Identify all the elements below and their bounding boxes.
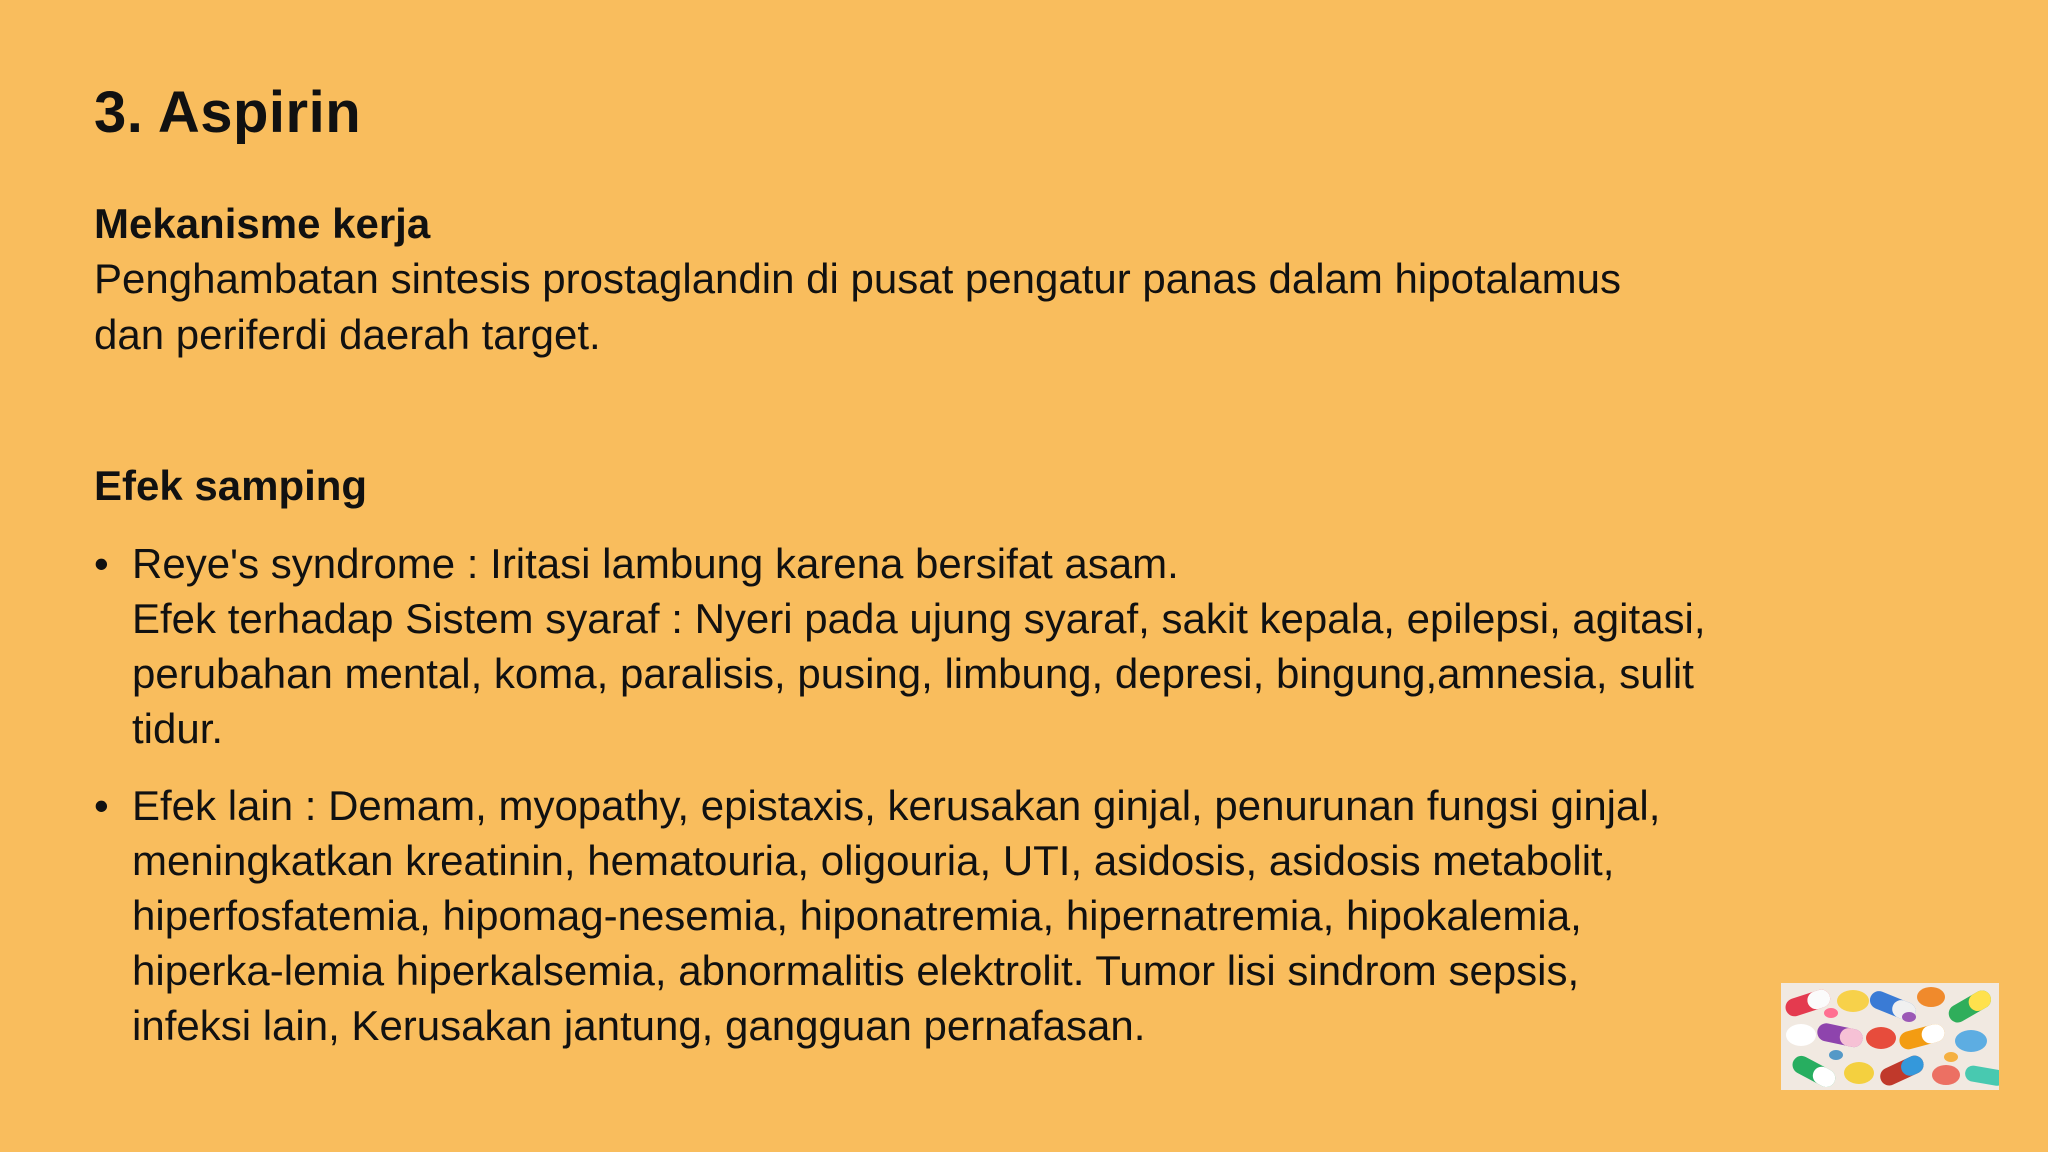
bullet-item <box>94 778 1904 1053</box>
mekanisme-line: Penghambatan sintesis prostaglandin di pusat pengatur panas dalam hipotalamus <box>94 255 1622 302</box>
bullet-line: hiperka-lemia hiperkalsemia, abnormalitis elektrolit. Tumor lisi sindrom sepsis, <box>132 947 1580 994</box>
efek-heading: Efek samping <box>94 462 368 509</box>
slide-title: 3. Aspirin <box>94 80 362 145</box>
bullet-icon: • <box>94 782 109 829</box>
bullet-line: tidur. <box>132 705 224 752</box>
pills-icon <box>1781 983 1999 1090</box>
bullet-line: infeksi lain, Kerusakan jantung, gangguan pernafasan. <box>132 1002 1146 1049</box>
bullet-line: hiperfosfatemia, hipomag-nesemia, hiponatremia, hipernatremia, hipokalemia, <box>132 892 1582 939</box>
mekanisme-heading: Mekanisme kerja <box>94 200 431 247</box>
bullet-item <box>94 536 1904 756</box>
efek-bullet-list <box>94 536 1904 1075</box>
bullet-line: perubahan mental, koma, paralisis, pusing, limbung, depresi, bingung,amnesia, sulit <box>132 650 1694 697</box>
mekanisme-text <box>94 251 1894 363</box>
bullet-line: Efek lain : Demam, myopathy, epistaxis, kerusakan ginjal, penurunan fungsi ginjal, <box>132 782 1661 829</box>
bullet-line: meningkatkan kreatinin, hematouria, oligouria, UTI, asidosis, asidosis metabolit, <box>132 837 1615 884</box>
bullet-icon: • <box>94 540 109 587</box>
bullet-line: Efek terhadap Sistem syaraf : Nyeri pada ujung syaraf, sakit kepala, epilepsi, agitasi, <box>132 595 1706 642</box>
pills-image <box>1781 983 1999 1090</box>
mekanisme-line: dan periferdi daerah target. <box>94 311 601 358</box>
bullet-line: Reye's syndrome : Iritasi lambung karena bersifat asam. <box>132 540 1179 587</box>
